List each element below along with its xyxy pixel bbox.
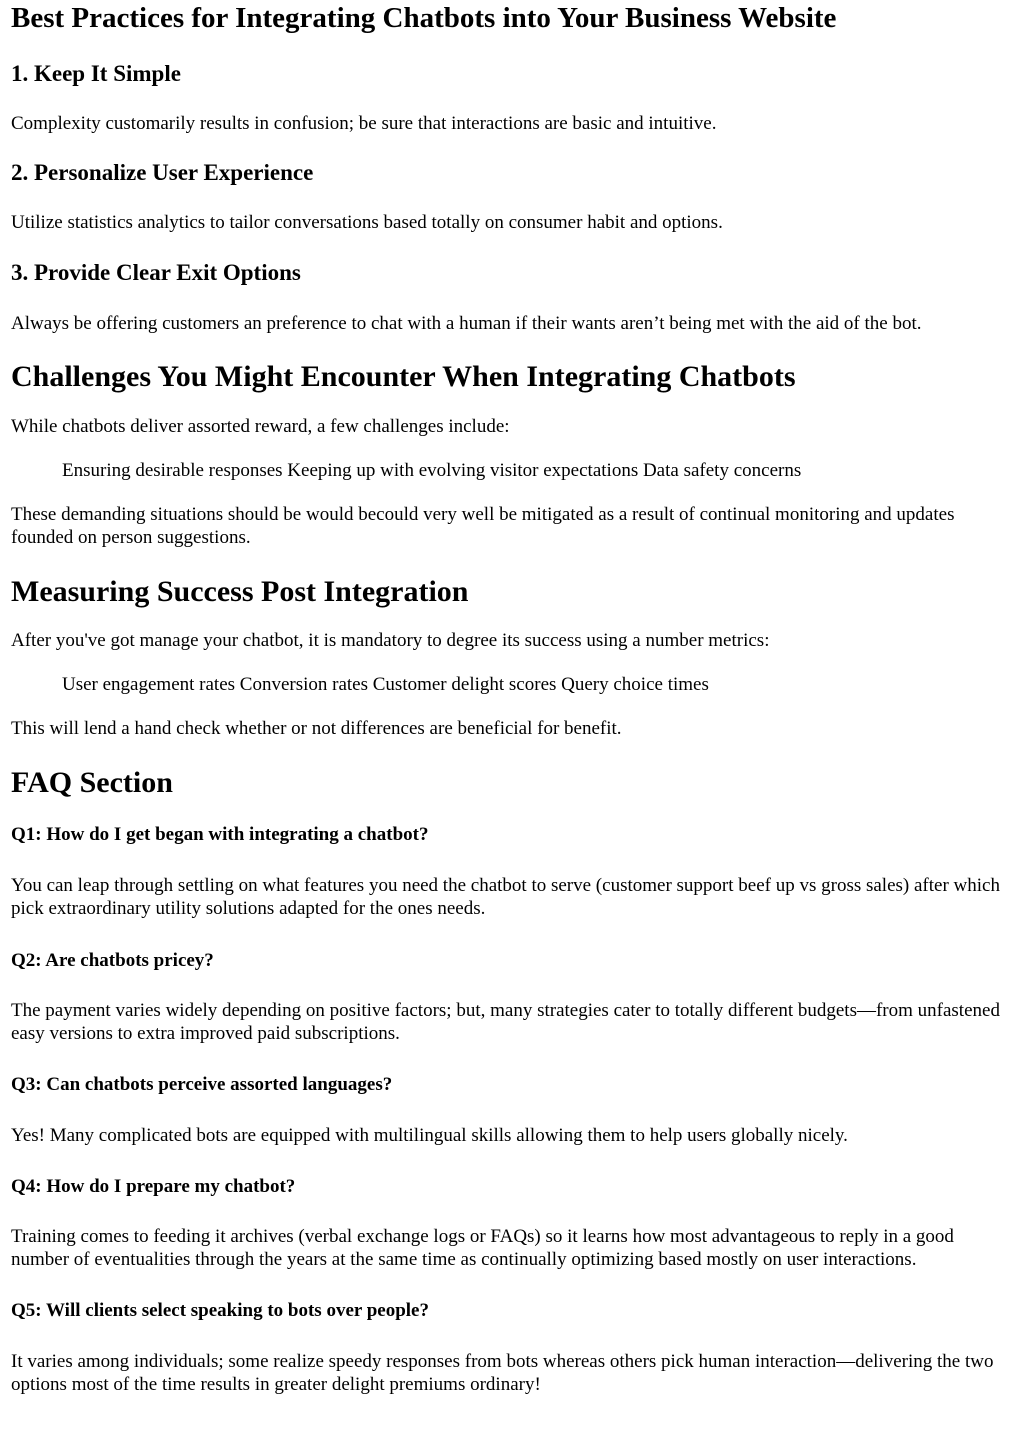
faq-answer: You can leap through settling on what features you need the chatbot to serve (customer support beef up vs gross sales) after which pick extraordinary utility solutions adapted for the ones needs. (11, 875, 1000, 919)
measuring-intro: After you've got manage your chatbot, it is mandatory to degree its success using a number metrics: (11, 630, 770, 651)
challenges-intro: While chatbots deliver assorted reward, a few challenges include: (11, 416, 510, 437)
measuring-heading: Measuring Success Post Integration (11, 575, 469, 608)
practice-heading: 2. Personalize User Experience (11, 160, 314, 185)
challenges-heading: Challenges You Might Encounter When Integrating Chatbots (11, 360, 796, 393)
practice-text: Utilize statistics analytics to tailor conversations based totally on consumer habit and options. (11, 212, 723, 233)
practice-text: Always be offering customers an preference to chat with a human if their wants aren’t being met with the aid of the bot. (11, 313, 922, 334)
challenges-outro: These demanding situations should be would becould very well be mitigated as a result of continual monitoring and updates founded on person suggestions. (11, 504, 955, 548)
practice-heading: 3. Provide Clear Exit Options (11, 260, 301, 285)
faq-question: Q1: How do I get began with integrating a chatbot? (11, 824, 429, 845)
faq-question: Q3: Can chatbots perceive assorted languages? (11, 1074, 393, 1095)
faq-question: Q4: How do I prepare my chatbot? (11, 1176, 296, 1197)
measuring-list: User engagement rates Conversion rates Customer delight scores Query choice times (62, 674, 709, 695)
page-title: Best Practices for Integrating Chatbots into Your Business Website (11, 2, 837, 34)
practice-text: Complexity customarily results in confusion; be sure that interactions are basic and intuitive. (11, 113, 717, 134)
faq-answer: The payment varies widely depending on positive factors; but, many strategies cater to totally different budgets—from unfastened easy versions to extra improved paid subscriptions. (11, 1000, 1000, 1044)
practice-heading: 1. Keep It Simple (11, 61, 181, 86)
faq-answer: Training comes to feeding it archives (verbal exchange logs or FAQs) so it learns how most advantageous to reply in a good number of eventualities through the years at the same time as continually optimizing based mostly on user interactions. (11, 1226, 954, 1270)
faq-answer: Yes! Many complicated bots are equipped with multilingual skills allowing them to help users globally nicely. (11, 1125, 848, 1146)
measuring-outro: This will lend a hand check whether or not differences are beneficial for benefit. (11, 718, 622, 739)
faq-heading: FAQ Section (11, 766, 173, 799)
challenges-list: Ensuring desirable responses Keeping up with evolving visitor expectations Data safety concerns (62, 460, 802, 481)
article (11, 0, 1014, 1396)
faq-question: Q2: Are chatbots pricey? (11, 950, 214, 971)
faq-question: Q5: Will clients select speaking to bots over people? (11, 1300, 429, 1321)
faq-answer: It varies among individuals; some realize speedy responses from bots whereas others pick human interaction—delivering the two options most of the time results in greater delight premiums ordinary! (11, 1351, 994, 1395)
